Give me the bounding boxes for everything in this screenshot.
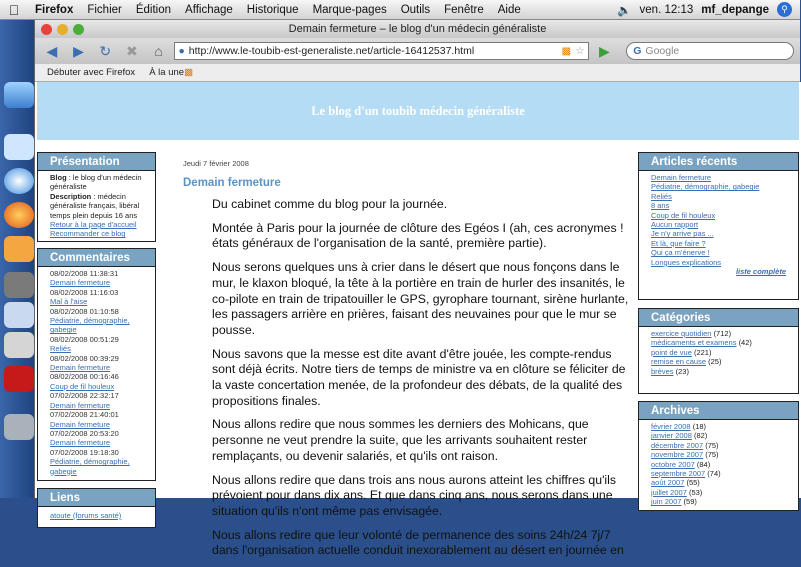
comment-item xyxy=(50,391,143,410)
archives-heading: Archives xyxy=(639,402,798,420)
recent-article-link[interactable]: Aucun rapport xyxy=(651,220,699,230)
comments-box xyxy=(37,248,156,481)
article-paragraph: Nous allons redire que dans trois ans nous aurons atteint les chiffres qu'ils prévoient pour dans dix ans. Et que dans cinq ans, nous serons dans une situation qu'ils n'ont même pas envisagée. xyxy=(212,472,617,518)
categories-list xyxy=(639,327,798,378)
rss-icon: ▩ xyxy=(184,67,194,78)
presentation-heading: Présentation xyxy=(38,153,155,171)
home-link[interactable]: Retour à la page d'accueil xyxy=(50,220,137,230)
article-paragraph: Du cabinet comme du blog pour la journée. xyxy=(212,197,448,211)
comment-item xyxy=(50,354,143,373)
category-link[interactable]: remise en cause xyxy=(651,357,707,367)
recent-article-link[interactable]: Demain fermeture xyxy=(651,173,712,182)
comment-link[interactable]: Demain fermeture xyxy=(50,400,111,410)
article-title[interactable]: Demain fermeture xyxy=(183,177,281,189)
comment-link[interactable]: Reliés xyxy=(50,344,71,354)
recent-article-link[interactable]: Coup de fil houleux xyxy=(651,210,716,220)
comment-item xyxy=(50,372,143,391)
article-paragraph: Nous allons redire que leur volonté de permanence des soins 24h/24 7j/7 dans l'organisation actuelle conduit inexorablement au désert en journée en xyxy=(212,527,624,558)
blog-label: Blog xyxy=(50,173,67,182)
archive-item xyxy=(651,488,786,497)
archive-item xyxy=(651,431,786,440)
ical-icon[interactable] xyxy=(4,302,34,328)
archive-link[interactable]: octobre 2007 xyxy=(651,459,695,469)
archive-link[interactable]: septembre 2007 xyxy=(651,469,706,479)
window-controls xyxy=(41,24,84,35)
recommend-link[interactable]: Recommander ce blog xyxy=(50,229,126,239)
recent-articles-box xyxy=(638,152,799,300)
comment-link[interactable]: Pédiatrie, démographie, gabegie xyxy=(50,457,130,476)
comment-item xyxy=(50,448,143,476)
recent-heading: Articles récents xyxy=(639,153,798,171)
presentation-blog xyxy=(50,173,143,192)
search-input[interactable] xyxy=(626,42,794,60)
comment-link[interactable]: Demain fermeture xyxy=(50,363,111,373)
safari-icon[interactable] xyxy=(4,168,34,194)
archive-count: (53) xyxy=(688,487,703,497)
category-count: (23) xyxy=(675,366,689,376)
category-link[interactable]: point de vue xyxy=(651,347,692,357)
article-body xyxy=(212,197,632,567)
recent-article-link[interactable]: Pédiatrie, démographie, gabegie xyxy=(651,182,760,192)
category-item xyxy=(651,367,786,376)
page-content xyxy=(35,82,801,558)
archive-item xyxy=(651,478,786,487)
menu-outils[interactable]: Outils xyxy=(400,3,431,16)
recent-article-link[interactable]: Longues explications xyxy=(651,257,722,267)
comment-date: 07/02/2008 19:18:30 xyxy=(50,447,119,457)
url-bar[interactable] xyxy=(174,42,588,60)
home-icon[interactable]: ⌂ xyxy=(154,43,163,59)
reload-icon[interactable]: ↻ xyxy=(99,42,112,59)
article-paragraph: Nous serons quelques uns à crier dans le désert que nous fonçons dans le mur, le klaxon bloqué, la tête à la portière en train de hurler des insanités, le co-pilote en train de tripatouiller le GPS, gyrophare tournant, sirène hurlante, les passagers arrière en prières, faisant des neuvaines pour que le mur se pousse. xyxy=(212,260,629,337)
archive-link[interactable]: novembre 2007 xyxy=(651,450,704,460)
comment-item xyxy=(50,269,143,288)
user-name[interactable]: mf_depange xyxy=(701,3,769,16)
category-link[interactable]: médicaments et examens xyxy=(651,338,737,348)
archive-item xyxy=(651,497,786,506)
recent-list xyxy=(639,171,798,278)
archive-link[interactable]: juin 2007 xyxy=(651,497,682,507)
comment-link[interactable]: Coup de fil houleux xyxy=(50,381,115,391)
category-item xyxy=(651,329,786,338)
comment-date: 08/02/2008 00:16:46 xyxy=(50,372,119,382)
go-icon[interactable]: ▶ xyxy=(599,42,610,59)
categories-box xyxy=(638,308,799,394)
comments-list xyxy=(38,267,155,478)
trash-icon[interactable] xyxy=(4,414,34,440)
menu-fichier[interactable]: Fichier xyxy=(87,3,122,16)
spotlight-icon[interactable]: ⚲ xyxy=(777,2,792,17)
back-icon[interactable]: ◀ xyxy=(46,42,58,59)
article-date: Jeudi 7 février 2008 xyxy=(183,159,249,168)
comment-date: 08/02/2008 00:39:29 xyxy=(50,353,119,363)
comment-date: 07/02/2008 22:32:17 xyxy=(50,391,119,401)
category-item xyxy=(651,348,786,357)
archive-count: (75) xyxy=(705,450,719,460)
presentation-box xyxy=(37,152,156,242)
category-count: (221) xyxy=(693,347,712,357)
archive-item xyxy=(651,469,786,478)
system-menubar xyxy=(0,0,800,20)
description-text: : médecin généraliste français, libéral temps plein depuis 16 ans xyxy=(50,191,140,220)
flash-icon[interactable] xyxy=(4,366,34,392)
menu-edition[interactable]: Édition xyxy=(135,3,172,16)
apple-menu-icon[interactable] xyxy=(0,2,28,18)
article-paragraph: Montée à Paris pour la journée de clôture des Egéos I (ah, ces acronymes ! états généraux de l'organisation de la santé, première partie). xyxy=(212,220,624,251)
clock[interactable]: ven. 12:13 xyxy=(639,3,694,16)
full-list-link[interactable]: liste complète xyxy=(735,267,786,277)
comment-date: 08/02/2008 01:10:58 xyxy=(50,306,119,316)
category-count: (42) xyxy=(738,338,752,348)
archive-count: (59) xyxy=(683,497,697,507)
archive-count: (82) xyxy=(693,431,708,441)
blog-text: : le blog d'un médecin généraliste xyxy=(50,173,142,192)
navigation-toolbar xyxy=(35,38,800,64)
archive-item xyxy=(651,460,786,469)
comments-heading: Commentaires xyxy=(38,249,155,267)
ichat-icon[interactable] xyxy=(4,134,34,160)
preview-icon[interactable] xyxy=(4,332,34,358)
category-link[interactable]: exercice quotidien xyxy=(651,329,712,338)
window-titlebar xyxy=(35,20,800,38)
bookmarks-toolbar xyxy=(35,64,800,82)
google-search-icon[interactable]: G xyxy=(633,45,642,57)
links-heading: Liens xyxy=(38,489,155,507)
zoom-window-icon[interactable] xyxy=(73,24,84,35)
links-item[interactable]: atoute (forums santé) xyxy=(50,511,122,520)
comment-link[interactable]: Demain fermeture xyxy=(50,438,111,448)
comment-date: 07/02/2008 20:53:20 xyxy=(50,428,119,438)
bookmark-a-la-une-label: À la une xyxy=(149,67,185,78)
minimize-window-icon[interactable] xyxy=(57,24,68,35)
bookmark-star-icon[interactable]: ☆ xyxy=(575,45,585,57)
archive-link[interactable]: février 2008 xyxy=(651,422,691,431)
forward-icon[interactable]: ▶ xyxy=(73,42,84,59)
archive-link[interactable]: juillet 2007 xyxy=(651,487,687,497)
rss-feed-icon[interactable]: ▩ xyxy=(561,45,572,57)
pages-icon[interactable] xyxy=(4,236,34,262)
category-item xyxy=(651,357,786,366)
category-link[interactable]: brèves xyxy=(651,366,674,376)
archive-count: (55) xyxy=(686,478,700,488)
archives-list xyxy=(639,420,798,509)
blog-banner[interactable]: Le blog d'un toubib médecin généraliste xyxy=(37,82,799,140)
comment-link[interactable]: Demain fermeture xyxy=(50,278,111,288)
url-text[interactable]: http://www.le-toubib-est-generaliste.net/article-16412537.html xyxy=(188,45,475,57)
firefox-dock-icon[interactable] xyxy=(4,202,34,228)
category-item xyxy=(651,338,786,347)
archive-count: (74) xyxy=(707,469,721,479)
comment-date: 08/02/2008 00:51:29 xyxy=(50,334,119,344)
dock xyxy=(0,20,38,498)
menu-app-firefox[interactable]: Firefox xyxy=(35,3,74,16)
comment-item xyxy=(50,429,143,448)
close-window-icon[interactable] xyxy=(41,24,52,35)
recent-article-link[interactable]: Reliés xyxy=(651,191,672,201)
comment-item xyxy=(50,307,143,335)
menu-affichage[interactable]: Affichage xyxy=(185,3,233,16)
category-count: (712) xyxy=(713,329,732,338)
bookmark-debuter[interactable]: Débuter avec Firefox xyxy=(47,67,136,78)
categories-heading: Catégories xyxy=(639,309,798,327)
comment-date: 08/02/2008 11:16:03 xyxy=(50,287,119,297)
camera-icon[interactable] xyxy=(4,272,34,298)
comment-date: 07/02/2008 21:40:01 xyxy=(50,410,119,420)
speaker-icon[interactable]: 🔈 xyxy=(617,4,632,17)
description-label: Description xyxy=(50,191,92,201)
presentation-description xyxy=(50,192,143,220)
menu-aide[interactable]: Aide xyxy=(497,3,521,16)
comment-item xyxy=(50,410,143,429)
comment-link[interactable]: Mal à l'aise xyxy=(50,297,88,307)
site-favicon: ● xyxy=(178,45,185,57)
window-title: Demain fermeture – le blog d'un médecin généraliste xyxy=(288,23,547,35)
archive-item xyxy=(651,450,786,459)
comment-date: 08/02/2008 11:38:31 xyxy=(50,269,119,278)
bookmark-a-la-une[interactable] xyxy=(149,67,193,78)
archive-link[interactable]: décembre 2007 xyxy=(651,440,704,450)
links-box xyxy=(37,488,156,528)
archive-count: (18) xyxy=(692,422,707,431)
finder-icon[interactable] xyxy=(4,82,34,108)
archive-link[interactable]: août 2007 xyxy=(651,478,685,488)
comment-item xyxy=(50,335,143,354)
archive-count: (75) xyxy=(705,440,719,450)
archive-link[interactable]: janvier 2008 xyxy=(651,431,692,441)
article-paragraph: Nous allons redire que nous sommes les derniers des Mohicans, que personne ne veut prendre la suite, que les arrivants souhaitent rester remplaçants, ou devenir salariés, et qu'ils ont raison. xyxy=(212,417,589,463)
menu-marque-pages[interactable]: Marque-pages xyxy=(312,3,387,16)
recent-article-link[interactable]: 8 ans xyxy=(651,201,670,211)
comment-link[interactable]: Demain fermeture xyxy=(50,419,111,429)
archive-item xyxy=(651,441,786,450)
comment-item xyxy=(50,288,143,307)
menu-fenetre[interactable]: Fenêtre xyxy=(444,3,484,16)
recent-article-link[interactable]: Je n'y arrive pas ... xyxy=(651,229,714,239)
archives-box xyxy=(638,401,799,511)
browser-window xyxy=(34,20,800,558)
menu-historique[interactable]: Historique xyxy=(246,3,299,16)
archive-count: (84) xyxy=(696,459,711,469)
search-placeholder: Google xyxy=(645,45,680,57)
category-count: (25) xyxy=(708,357,722,367)
article-paragraph: Nous savons que la messe est dite avant d'être jouée, les compte-rendus sont déjà écrits. Notre tiers de temps de ministre va en clôture se féliciter de la vaste concertation menée, de la profondeur des débats, de la qualité des propositions finales. xyxy=(212,346,626,408)
recent-article-link[interactable]: Qui ça m'énerve ! xyxy=(651,248,710,258)
comment-link[interactable]: Pédiatrie, démographie, gabegie xyxy=(50,316,130,335)
archive-item xyxy=(651,422,786,431)
recent-article-link[interactable]: Et là, que faire ? xyxy=(651,238,706,248)
stop-icon[interactable]: ✖ xyxy=(126,42,138,59)
